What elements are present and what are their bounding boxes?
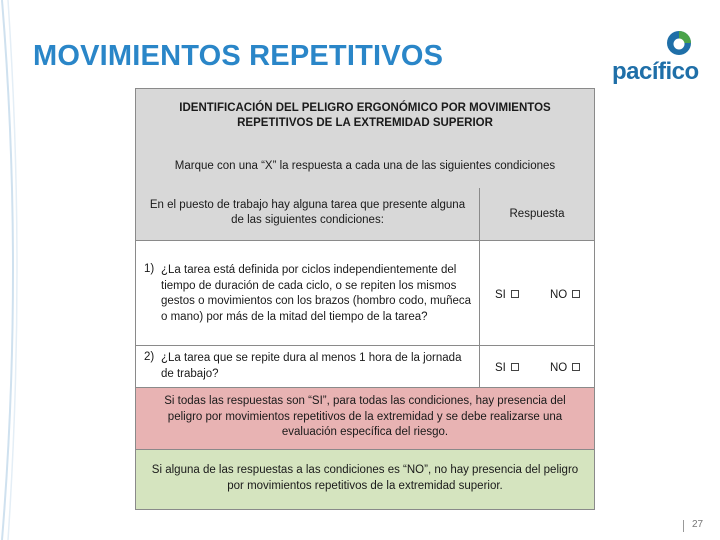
result-note-text: [151, 463, 579, 494]
page-number: 27: [692, 519, 704, 530]
question-text: [161, 263, 473, 325]
result-note-text: [151, 394, 579, 441]
checkbox-no[interactable]: [572, 363, 580, 371]
note-line: Si todas las respuestas son “SI”, para todas las condiciones, hay presencia del: [164, 395, 566, 407]
question-line: gestos o movimientos con los brazos (hombro codo, muñeca: [161, 295, 472, 307]
question-text: [161, 351, 473, 382]
page-number-separator: [683, 520, 684, 532]
question-row-2: [136, 347, 594, 387]
question-line: o mano) por más de la mitad del tiempo de la tarea?: [161, 310, 428, 323]
question-number: 1): [144, 263, 155, 275]
result-note-all-yes: [136, 387, 594, 449]
answer-yes-label: SI: [495, 289, 506, 301]
note-line: peligro por movimientos repetitivos de la extremidad y se debe realizarse una: [167, 410, 563, 423]
column-header-answer: Respuesta: [509, 208, 565, 220]
checkbox-yes[interactable]: [511, 290, 519, 298]
answer-no-option[interactable]: [550, 289, 580, 301]
question-line: ¿La tarea está definida por ciclos independientemente del: [161, 264, 457, 276]
column-header-question: [136, 198, 479, 228]
form-title: [156, 101, 574, 131]
decorative-left-curve: [0, 0, 26, 540]
checkbox-yes[interactable]: [511, 363, 519, 371]
question-line: de trabajo?: [161, 367, 219, 380]
answer-no-label: NO: [550, 362, 568, 374]
answer-yes-option[interactable]: [495, 362, 519, 374]
form-title-line2: REPETITIVOS DE LA EXTREMIDAD SUPERIOR: [237, 117, 493, 129]
logo-text: pacífico: [612, 58, 699, 85]
answer-yes-label: SI: [495, 362, 506, 374]
answer-no-label: NO: [550, 289, 568, 301]
result-note-any-no: [136, 449, 594, 509]
pacifico-logo: [612, 30, 699, 86]
form-instruction: Marque con una “X” la respuesta a cada una de las siguientes condiciones: [174, 160, 556, 172]
question-number: 2): [144, 351, 155, 363]
note-line: evaluación específica del riesgo.: [281, 426, 449, 438]
form-title-line1: IDENTIFICACIÓN DEL PELIGRO ERGONÓMICO POR MOVIMIENTOS: [179, 102, 551, 114]
note-line: Si alguna de las respuestas a las condiciones es “NO”, no hay presencia del peligro: [151, 464, 579, 476]
ergonomic-checklist-form: [135, 88, 595, 510]
question-line: ¿La tarea que se repite dura al menos 1 hora de la jornada: [161, 352, 462, 364]
answer-yes-option[interactable]: [495, 289, 519, 301]
answer-no-option[interactable]: [550, 362, 580, 374]
logo-circle-icon: [666, 30, 692, 56]
form-header: [136, 89, 594, 188]
slide-title: MOVIMIENTOS REPETITIVOS: [33, 40, 444, 72]
question-row-1: [136, 241, 594, 346]
checkbox-no[interactable]: [572, 290, 580, 298]
note-line: por movimientos repetitivos de la extremidad superior.: [227, 479, 503, 492]
column-header-question-line1: En el puesto de trabajo hay alguna tarea que presente alguna: [149, 199, 466, 211]
column-headers: [136, 188, 594, 241]
question-line: tiempo de duración de cada ciclo, o se repiten los mismos: [161, 279, 457, 292]
column-header-question-line2: de las siguientes condiciones:: [231, 214, 384, 226]
